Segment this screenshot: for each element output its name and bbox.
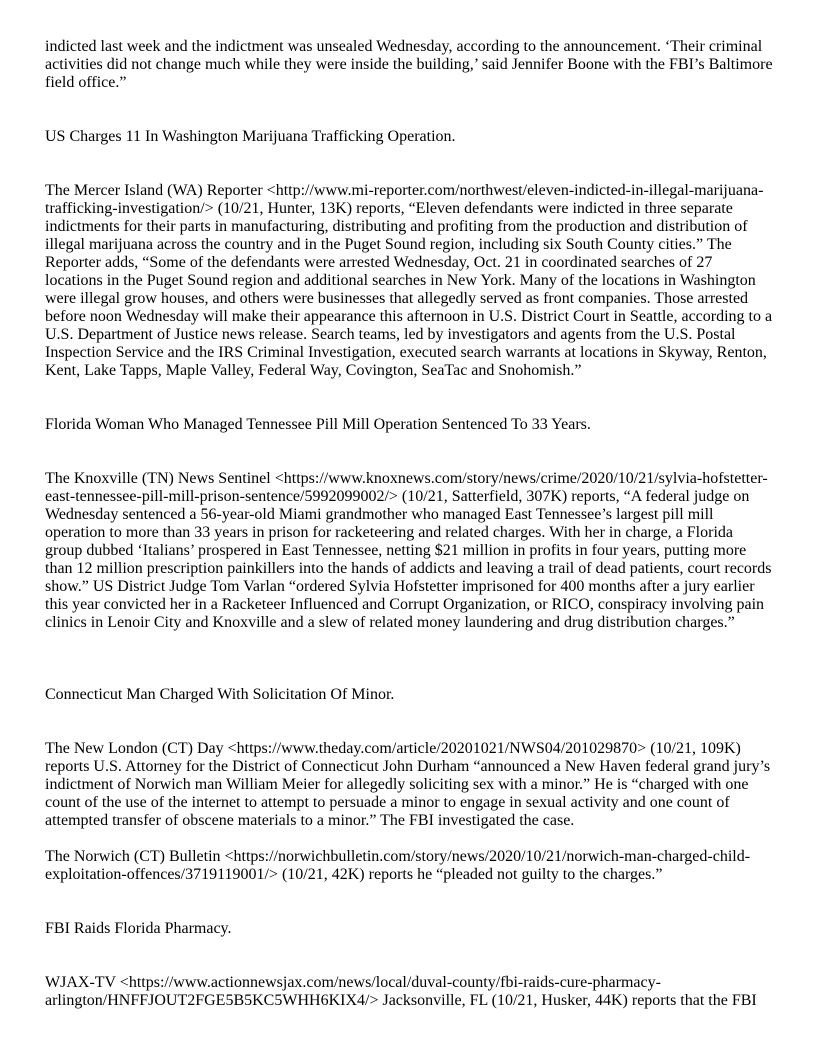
headline-florida-pharmacy-raid: FBI Raids Florida Pharmacy. — [45, 920, 232, 937]
paragraph-fbi-baltimore-quote: indicted last week and the indictment was unsealed Wednesday, according to the announcement. ‘Their criminal activities did not change much while they were inside the building,’ said Jennifer Boone with the FBI’s Baltimore field office.” — [45, 38, 773, 91]
paragraph-knoxville-news-sentinel: The Knoxville (TN) News Sentinel <https://www.knoxnews.com/story/news/crime/2020/10/21/sylvia-hofstetter-east-tennessee-pill-mill-prison-sentence/5992099002/> (10/21, Satterfield, 307K) reports, “A federal judge on Wednesday sentenced a 56-year-old Miami grandmother who managed East Tennessee’s largest pill mill operation to more than 33 years in prison for racketeering and related charges. With her in charge, a Florida group dubbed ‘Italians’ prospered in East Tennessee, netting $21 million in profits in four years, putting more than 12 million prescription painkillers into the hands of addicts and leaving a trail of dead patients, court records show.” US District Judge Tom Varlan “ordered Sylvia Hofstetter imprisoned for 400 months after a jury earlier this year convicted her in a Racketeer Influenced and Corrupt Organization, or RICO, conspiracy involving pain clinics in Lenoir City and Knoxville and a slew of related money laundering and drug distribution charges.” — [45, 470, 772, 631]
headline-washington-marijuana: US Charges 11 In Washington Marijuana Trafficking Operation. — [45, 128, 456, 145]
headline-florida-pill-mill: Florida Woman Who Managed Tennessee Pill Mill Operation Sentenced To 33 Years. — [45, 416, 591, 433]
paragraph-new-london-day: The New London (CT) Day <https://www.theday.com/article/20201021/NWS04/201029870> (10/21, 109K) reports U.S. Attorney for the District of Connecticut John Durham “announced a New Haven federal grand jury’s indictment of Norwich man William Meier for allegedly soliciting sex with a minor.” He is “charged with one count of the use of the internet to attempt to persuade a minor to engage in sexual activity and one count of attempted transfer of obscene materials to a minor.” The FBI investigated the case. — [45, 740, 771, 829]
paragraph-mercer-island-reporter: The Mercer Island (WA) Reporter <http://www.mi-reporter.com/northwest/eleven-indicted-in-illegal-marijuana-trafficking-investigation/> (10/21, Hunter, 13K) reports, “Eleven defendants were indicted in three separate indictments for their parts in manufacturing, distributing and profiting from the production and distribution of illegal marijuana across the country and in the Puget Sound region, including six South County cities.” The Reporter adds, “Some of the defendants were arrested Wednesday, Oct. 21 in coordinated searches of 27 locations in the Puget Sound region and additional searches in New York. Many of the locations in Washington were illegal grow houses, and others were businesses that allegedly served as front companies. Those arrested before noon Wednesday will make their appearance this afternoon in U.S. District Court in Seattle, according to a U.S. Department of Justice news release. Search teams, led by investigators and agents from the U.S. Postal Inspection Service and the IRS Criminal Investigation, executed search warrants at locations in Skyway, Renton, Kent, Lake Tapps, Maple Valley, Federal Way, Covington, SeaTac and Snohomish.” — [45, 182, 773, 379]
paragraph-norwich-bulletin: The Norwich (CT) Bulletin <https://norwichbulletin.com/story/news/2020/10/21/norwich-man-charged-child-exploitation-offences/3719119001/> (10/21, 42K) reports he “pleaded not guilty to the charges.” — [45, 848, 751, 883]
paragraph-wjax-tv: WJAX-TV <https://www.actionnewsjax.com/news/local/duval-county/fbi-raids-cure-pharmacy-arlington/HNFFJOUT2FGE5B5KC5WHH6KIX4/> Jacksonville, FL (10/21, Husker, 44K) reports that the FBI — [45, 974, 757, 1009]
headline-connecticut-solicitation: Connecticut Man Charged With Solicitation Of Minor. — [45, 686, 395, 703]
